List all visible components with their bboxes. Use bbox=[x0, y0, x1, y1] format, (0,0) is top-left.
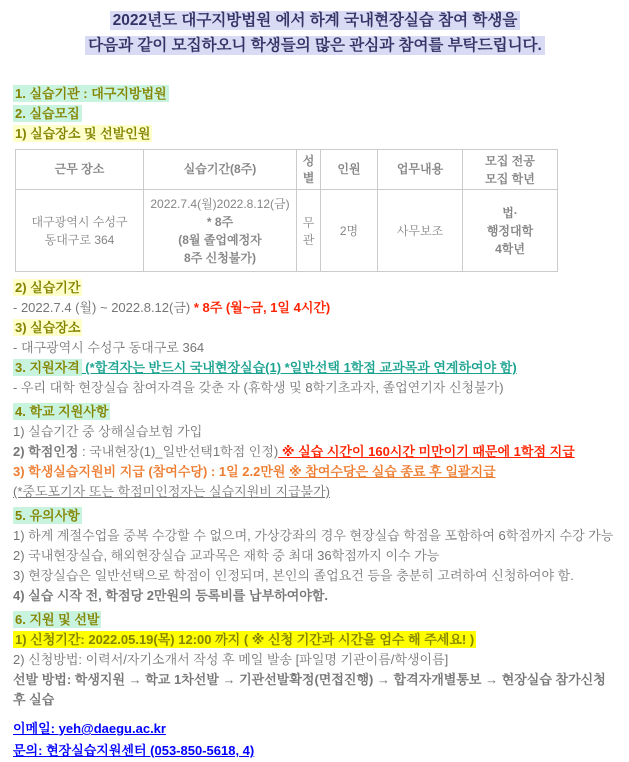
recruit-table bbox=[15, 149, 558, 272]
col-header-period: 실습기간(8주) bbox=[144, 150, 297, 190]
notice-title bbox=[13, 8, 617, 58]
cell-work-place-line1: 대구광역시 수성구 bbox=[31, 214, 128, 229]
cell-major-line2: 행정대학 bbox=[486, 223, 534, 238]
email-label: 이메일: bbox=[13, 721, 56, 736]
section-3-note: (*합격자는 반드시 국내현장실습(1) *일반선택 1학점 교과목과 연계하여야 함) bbox=[81, 360, 517, 375]
section-3-line1: - 우리 대학 현장실습 참여자격을 갖춘 자 (휴학생 및 8학기초과자, 졸업연기자 신청불가) bbox=[13, 380, 504, 395]
selection-process: 선발 방법: 학생지원 → 학교 1차선발 → 기관선발확정(면접진행) → 합격자개별통보 → 현장실습 참가신청 후 실습 bbox=[13, 672, 606, 707]
credit-note: ※ 실습 시간이 160시간 미만이기 때문에 1학점 지급 bbox=[278, 444, 575, 459]
col-header-major-line1: 모집 전공 bbox=[485, 153, 535, 168]
credit-detail: : 국내현장(1)_일반선택1학점 인정) bbox=[78, 444, 279, 459]
recruit-table-header bbox=[16, 150, 558, 190]
section-6-line2: 2) 신청방법: 이력서/자기소개서 작성 후 메일 발송 [파일명 기관이름/학생이름] bbox=[13, 652, 449, 667]
period-dates: - 2022.7.4 (월) ~ 2022.8.12(금) bbox=[13, 300, 194, 315]
col-header-duty: 업무내용 bbox=[378, 150, 463, 190]
contact-line bbox=[13, 740, 617, 762]
table-row bbox=[16, 190, 558, 272]
notice-body bbox=[13, 84, 617, 762]
cell-gender: 무관 bbox=[297, 190, 321, 272]
cell-major-line3: 4학년 bbox=[495, 241, 525, 256]
cell-major bbox=[463, 190, 558, 272]
cell-period-line2: * 8주 bbox=[206, 214, 234, 229]
section-1-heading: 1. 실습기관 : 대구지방법원 bbox=[15, 86, 167, 101]
application-deadline: 1) 신청기간: 2022.05.19(목) 12:00 까지 ( ※ 신청 기간과 시간을 엄수 해 주세요! ) bbox=[15, 632, 475, 647]
sub-location-heading: 3) 실습장소 bbox=[15, 320, 81, 335]
section-4 bbox=[13, 402, 617, 422]
cell-period-line3: (8월 졸업예정자 bbox=[178, 232, 262, 247]
credit-label: 2) 학점인정 bbox=[13, 444, 79, 459]
title-line-1: 2022년도 대구지방법원 에서 하계 국내현장실습 참여 학생을 bbox=[110, 11, 521, 30]
allowance-detail: 3) 학생실습지원비 지급 (참여수당) : 1일 2.2만원 bbox=[13, 464, 290, 479]
section-4-line3 bbox=[13, 462, 617, 482]
cell-major-line1: 법· bbox=[502, 205, 518, 220]
section-1 bbox=[13, 84, 617, 104]
sub-place-people-heading: 1) 실습장소 및 선발인원 bbox=[15, 126, 151, 141]
sub-location bbox=[13, 318, 617, 338]
section-3 bbox=[13, 358, 617, 378]
col-header-work-place: 근무 장소 bbox=[16, 150, 144, 190]
section-5-heading: 5. 유의사항 bbox=[15, 508, 80, 523]
sub-period bbox=[13, 278, 617, 298]
section-2 bbox=[13, 104, 617, 124]
contact-phone[interactable]: 현장실습지원센터 (053-850-5618, 4) bbox=[46, 743, 255, 758]
section-5-line3: 3) 현장실습은 일반선택으로 학점이 인정되며, 본인의 졸업요건 등을 충분히 고려하여 신청하여야 함. bbox=[13, 568, 574, 583]
section-6-heading: 6. 지원 및 선발 bbox=[15, 612, 100, 627]
sub-place-people bbox=[13, 124, 617, 144]
cell-work-place-line2: 동대구로 364 bbox=[44, 232, 115, 247]
cell-count: 2명 bbox=[321, 190, 378, 272]
table-header-row bbox=[16, 150, 558, 190]
section-4-line2 bbox=[13, 442, 617, 462]
section-3-heading: 3. 지원자격 bbox=[15, 360, 80, 375]
cell-work-place bbox=[16, 190, 144, 272]
cell-period-line1: 2022.7.4(월)2022.8.12(금) bbox=[150, 196, 290, 211]
section-6 bbox=[13, 610, 617, 630]
cell-period bbox=[144, 190, 297, 272]
contact-footer bbox=[13, 718, 617, 762]
col-header-major-line2: 모집 학년 bbox=[485, 171, 535, 186]
section-5-line1: 1) 하계 계절수업을 중복 수강할 수 없으며, 가상강좌의 경우 현장실습 학점을 포함하여 6학점까지 수강 가능 bbox=[13, 528, 614, 543]
section-5 bbox=[13, 506, 617, 526]
email-address[interactable]: yeh@daegu.ac.kr bbox=[58, 721, 166, 736]
sub-period-heading: 2) 실습기간 bbox=[15, 280, 81, 295]
recruit-table-body bbox=[16, 190, 558, 272]
section-2-heading: 2. 실습모집 bbox=[15, 106, 80, 121]
title-line-1-wrap bbox=[13, 8, 617, 33]
col-header-gender: 성별 bbox=[297, 150, 321, 190]
dropout-note: (*중도포기자 또는 학점미인정자는 실습지원비 지급불가) bbox=[13, 484, 330, 499]
section-5-line4: 4) 실습 시작 전, 학점당 2만원의 등록비를 납부하여야함. bbox=[13, 588, 329, 603]
email-line bbox=[13, 718, 617, 740]
col-header-major bbox=[463, 150, 558, 190]
section-4-line1: 1) 실습기간 중 상해실습보험 가입 bbox=[13, 424, 203, 439]
section-6-line1 bbox=[13, 630, 617, 650]
col-header-count: 인원 bbox=[321, 150, 378, 190]
allowance-note: ※ 참여수당은 실습 종료 후 일괄지급 bbox=[289, 464, 496, 479]
period-emphasis: * 8주 (월~금, 1일 4시간) bbox=[193, 300, 331, 315]
location-detail: - 대구광역시 수성구 동대구로 364 bbox=[13, 340, 205, 355]
cell-duty: 사무보조 bbox=[378, 190, 463, 272]
section-4-heading: 4. 학교 지원사항 bbox=[15, 404, 109, 419]
cell-period-line4: 8주 신청불가) bbox=[184, 250, 256, 265]
contact-label: 문의: bbox=[13, 743, 43, 758]
section-4-line4 bbox=[13, 482, 617, 502]
title-line-2-wrap bbox=[13, 33, 617, 58]
section-5-line2: 2) 국내현장실습, 해외현장실습 교과목은 재학 중 최대 36학점까지 이수 가능 bbox=[13, 548, 440, 563]
period-detail bbox=[13, 298, 617, 318]
title-line-2: 다음과 같이 모집하오니 학생들의 많은 관심과 참여를 부탁드립니다. bbox=[85, 36, 545, 55]
